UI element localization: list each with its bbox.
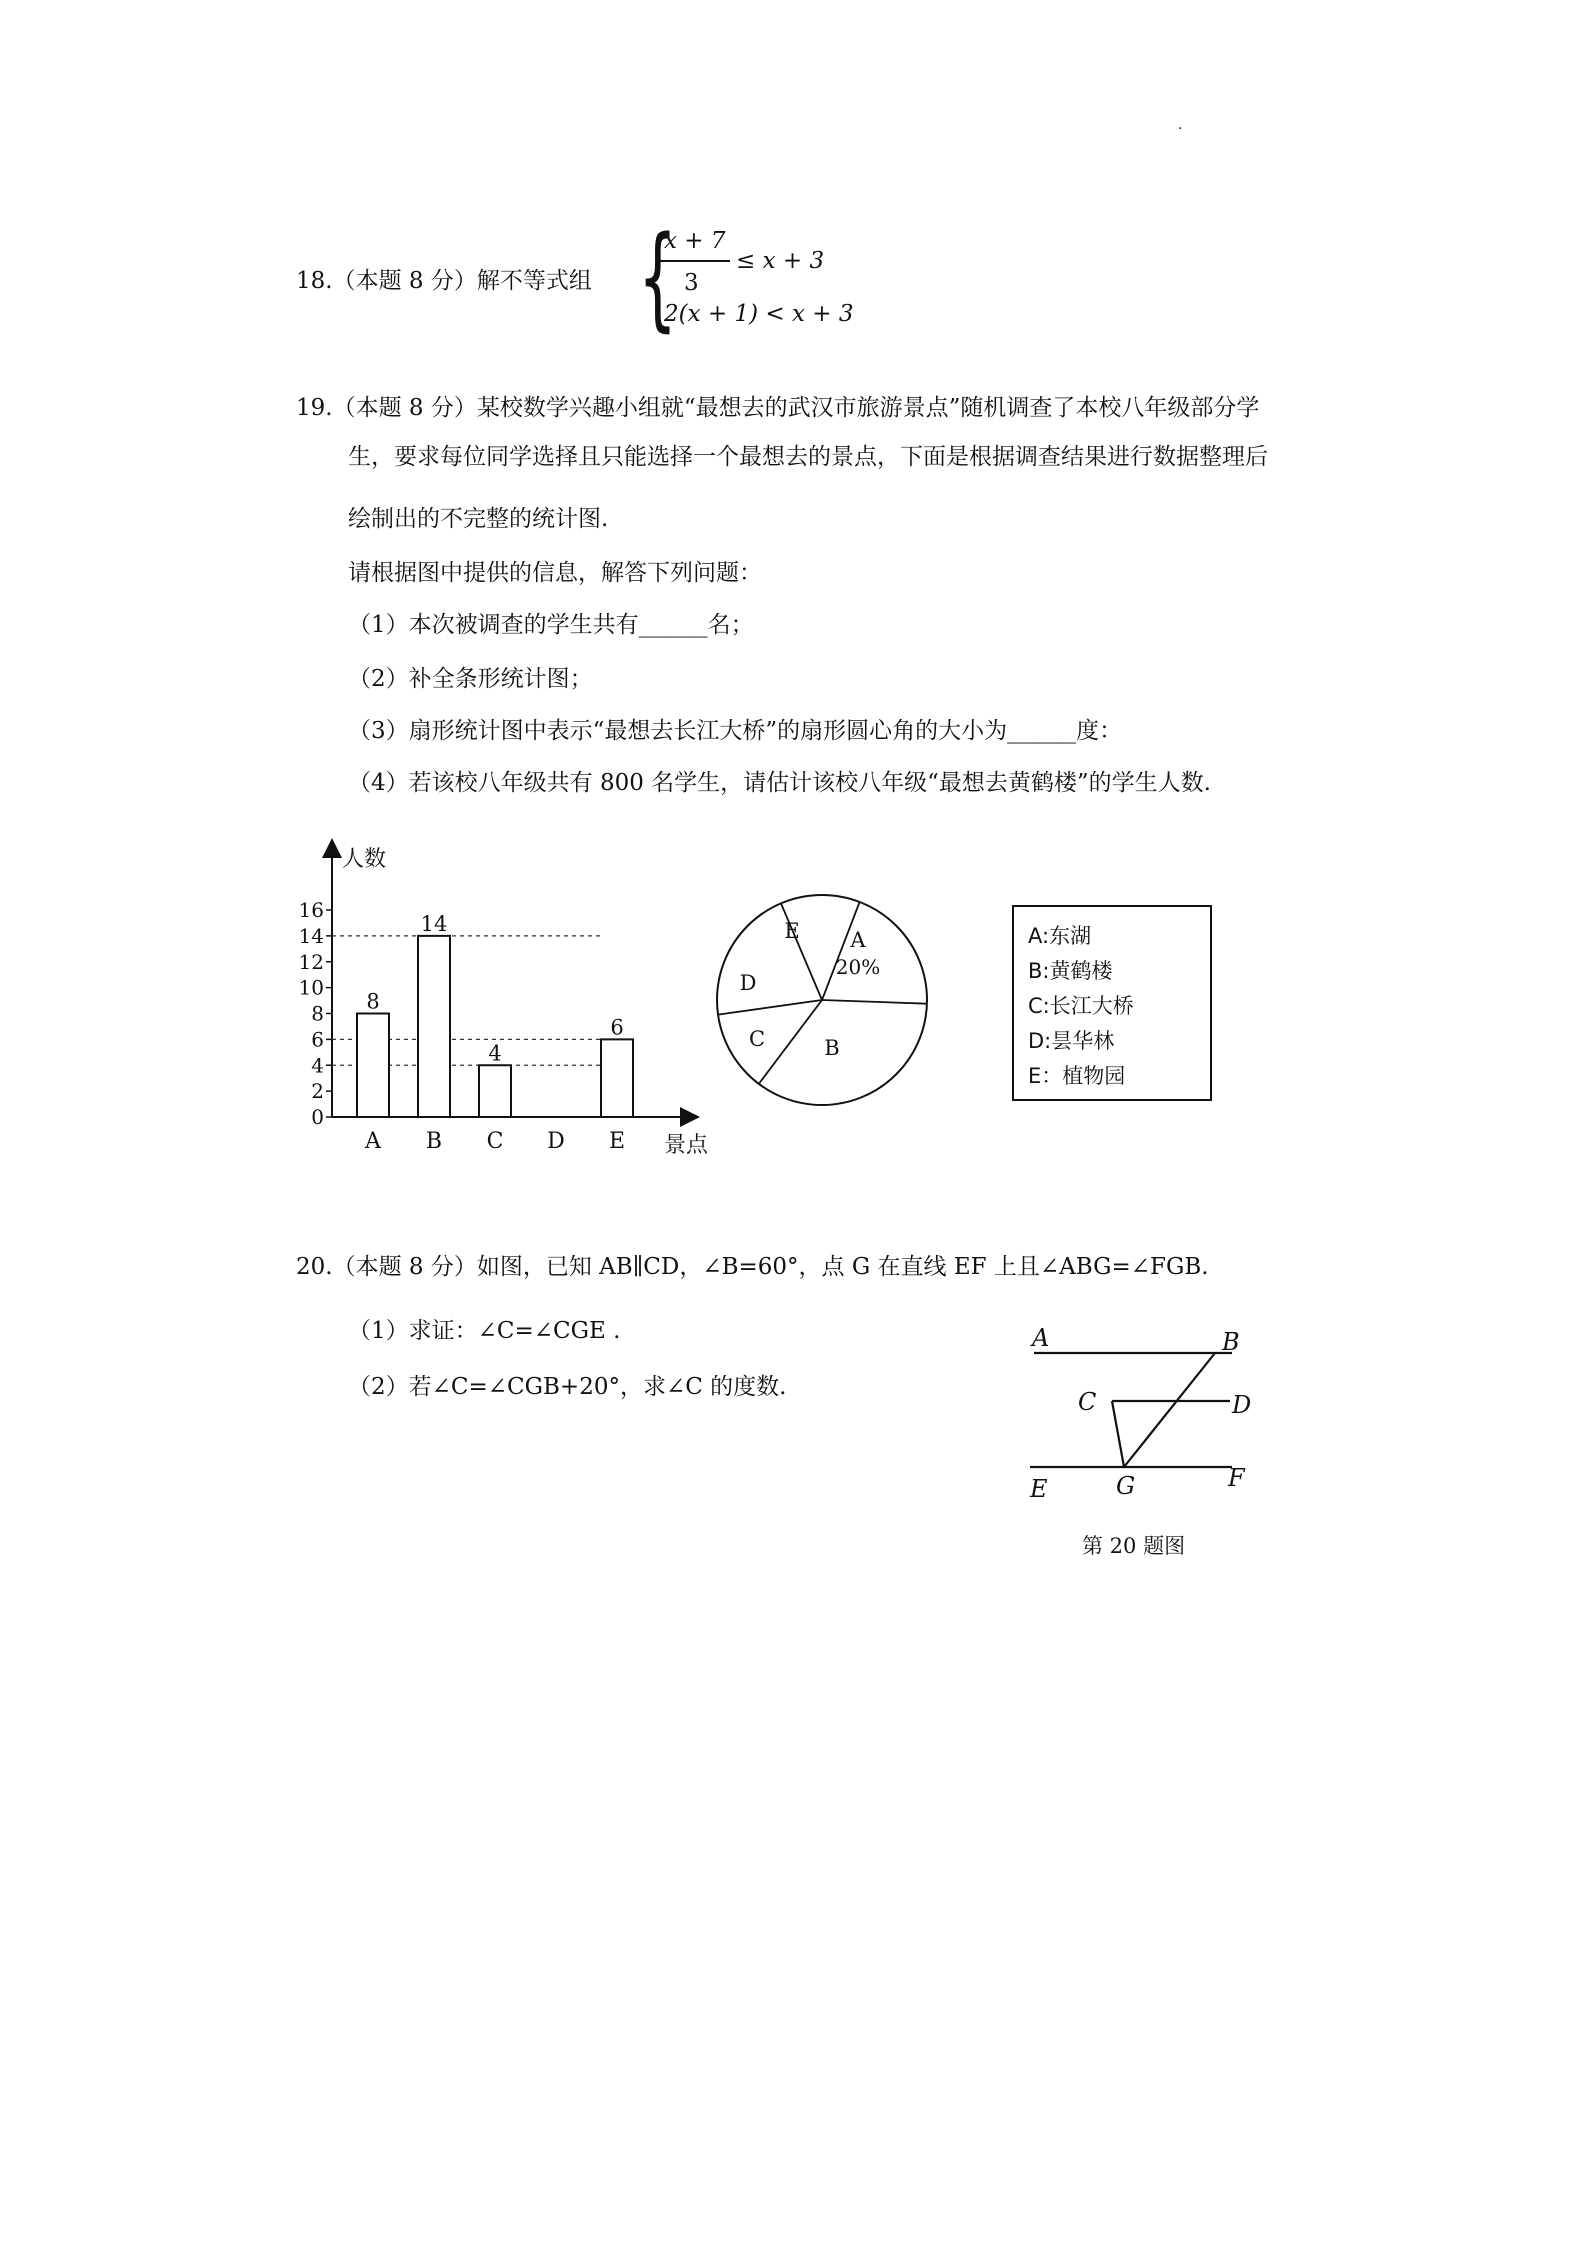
bar-y-tick-label: 10 (298, 975, 324, 1000)
pie-slice-label-B: B (824, 1036, 840, 1060)
q20-sub1: （1）求证：∠C=∠CGE . (348, 1318, 621, 1344)
q19-instruction: 请根据图中提供的信息，解答下列问题： (348, 560, 762, 586)
legend-item: E：植物园 (1028, 1064, 1126, 1088)
segment-bg (1124, 1353, 1215, 1467)
q19-sub1: （1）本次被调查的学生共有______名； (348, 612, 754, 638)
bar-category-label: C (486, 1129, 504, 1154)
legend-item: C:长江大桥 (1028, 994, 1134, 1018)
q20-label: 20.（本题 8 分）如图，已知 AB∥CD，∠B=60°，点 G 在直线 EF 上且∠ABG=∠FGB. (296, 1254, 1209, 1280)
q18-numerator: x + 7 (664, 228, 726, 254)
pie-chart (700, 880, 950, 1120)
legend-item: B:黄鹤楼 (1028, 959, 1113, 983)
bar-data-label: 8 (366, 989, 380, 1014)
q20-sub2: （2）若∠C=∠CGB+20°，求∠C 的度数. (348, 1374, 787, 1400)
point-e-label: E (1030, 1475, 1048, 1503)
bar-y-tick-label: 2 (311, 1079, 324, 1104)
q18-denominator: 3 (684, 270, 699, 296)
segment-cg (1112, 1401, 1124, 1467)
q18-brace: { (638, 213, 678, 343)
bar-data-label: 6 (610, 1015, 624, 1040)
bar-y-tick-label: 8 (311, 1001, 324, 1026)
bar-y-tick-label: 14 (298, 923, 324, 948)
geometry-figure (1020, 1310, 1280, 1510)
point-f-label: F (1228, 1464, 1245, 1492)
q19-sub2: （2）补全条形统计图； (348, 666, 593, 692)
point-a-label: A (1032, 1324, 1050, 1352)
bar-category-label: D (547, 1129, 565, 1154)
q18-fraction-bar (660, 260, 730, 262)
legend-item: A:东湖 (1028, 924, 1092, 948)
bar-C (479, 1065, 511, 1117)
pie-slice-label-E: E (784, 919, 800, 943)
bar-E (601, 1039, 633, 1117)
q19-intro-line3: 绘制出的不完整的统计图. (348, 506, 609, 532)
q18-label: 18.（本题 8 分）解不等式组 (296, 268, 592, 294)
q19-sub4: （4）若该校八年级共有 800 名学生，请估计该校八年级“最想去黄鹤楼”的学生人数. (348, 770, 1211, 796)
q18-line2: 2(x + 1) < x + 3 (664, 301, 854, 327)
point-g-label: G (1116, 1472, 1136, 1500)
bar-y-tick-label: 0 (311, 1105, 324, 1129)
bar-y-tick-label: 12 (298, 949, 324, 974)
bar-y-tick-label: 4 (311, 1053, 324, 1078)
pie-slice-percent: 20% (835, 955, 881, 979)
bar-A (357, 1014, 389, 1118)
bar-chart (280, 830, 730, 1180)
figure-caption: 第 20 题图 (1082, 1534, 1186, 1558)
q19-intro-line2: 生，要求每位同学选择且只能选择一个最想去的景点，下面是根据调查结果进行数据整理后 (348, 444, 1268, 470)
point-c-label: C (1078, 1388, 1097, 1416)
bar-B (418, 936, 450, 1117)
bar-x-label: 景点 (664, 1133, 709, 1158)
pie-slice-label-D: D (739, 971, 757, 995)
q18-line1-rhs: ≤ x + 3 (736, 248, 825, 274)
bar-category-label: A (365, 1129, 381, 1154)
pie-legend (1012, 905, 1212, 1101)
q19-intro-line1: 19.（本题 8 分）某校数学兴趣小组就“最想去的武汉市旅游景点”随机调查了本校八年级部分学 (296, 395, 1260, 421)
pie-slice-label-A: A (850, 928, 866, 952)
bar-category-label: B (425, 1129, 443, 1154)
bar-data-label: 4 (488, 1041, 502, 1066)
bar-category-label: E (608, 1129, 626, 1154)
bar-y-tick-label: 6 (311, 1027, 324, 1052)
q19-sub3: （3）扇形统计图中表示“最想去长江大桥”的扇形圆心角的大小为______度： (348, 718, 1123, 744)
pie-slice-label-C: C (748, 1027, 766, 1051)
corner-mark: . (1178, 117, 1183, 133)
bar-data-label: 14 (420, 911, 448, 936)
bar-y-label: 人数 (342, 847, 387, 872)
legend-item: D:昙华林 (1028, 1029, 1115, 1053)
bar-y-tick-label: 16 (298, 898, 324, 922)
point-b-label: B (1222, 1328, 1240, 1356)
point-d-label: D (1232, 1391, 1252, 1419)
